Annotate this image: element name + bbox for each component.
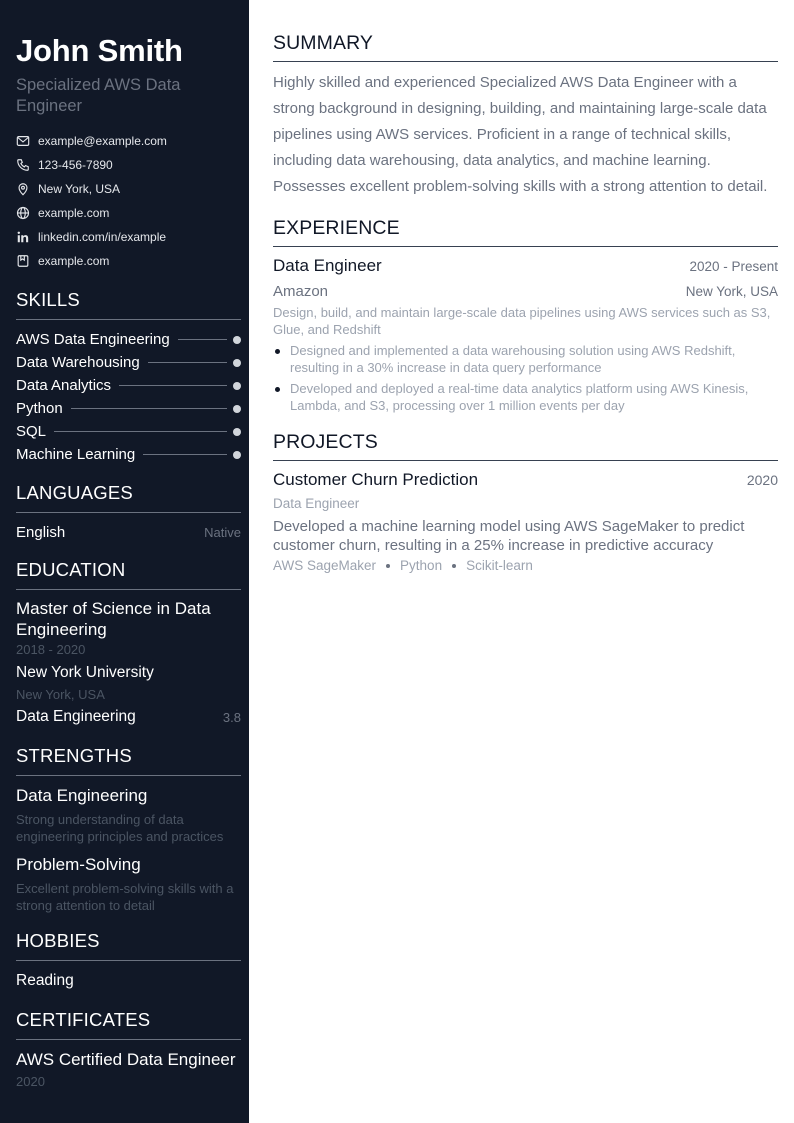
hobby-item: Reading [16, 972, 74, 989]
contact-email-text: example@example.com [38, 134, 167, 148]
strength-item [16, 784, 241, 845]
project-keyword: Python [400, 558, 443, 573]
keyword-separator-dot [452, 564, 456, 568]
certificate-name: AWS Certified Data Engineer [16, 1050, 236, 1069]
phone-icon [16, 158, 30, 172]
skill-name: Machine Learning [16, 446, 136, 463]
contact-phone-text: 123-456-7890 [38, 158, 113, 172]
skill-level-dot [233, 428, 241, 436]
strength-description: Strong understanding of data engineering principles and practices [16, 812, 224, 844]
contact-location [16, 177, 241, 201]
strength-title: Data Engineering [16, 786, 148, 805]
skill-level-dot [233, 451, 241, 459]
education-location: New York, USA [16, 687, 105, 702]
skill-name: Python [16, 400, 63, 417]
skill-item [16, 443, 241, 466]
project-description: Developed a machine learning model using AWS SageMaker to predict customer churn, resulting in a 25% increase in predictive accuracy [273, 518, 745, 554]
main-content [273, 30, 778, 573]
skill-item [16, 328, 241, 351]
project-year: 2020 [746, 472, 778, 488]
experience-title: EXPERIENCE [273, 215, 778, 247]
experience-dates: 2020 - Present [689, 259, 778, 274]
skill-level-dot [233, 336, 241, 344]
skill-leader-line [71, 408, 227, 409]
skill-level-dot [233, 359, 241, 367]
bookmark-icon [16, 254, 30, 268]
languages-title: LANGUAGES [16, 481, 241, 513]
project-keyword: Scikit-learn [466, 558, 533, 573]
skill-item [16, 351, 241, 374]
education-dates: 2018 - 2020 [16, 642, 86, 657]
skill-level-dot [233, 405, 241, 413]
certificate-year: 2020 [16, 1074, 45, 1089]
education-field: Data Engineering [16, 708, 136, 725]
strength-description: Excellent problem-solving skills with a strong attention to detail [16, 881, 234, 913]
experience-section [273, 215, 778, 414]
skill-name: SQL [16, 423, 47, 440]
experience-company: Amazon [273, 283, 329, 300]
mail-icon [16, 134, 30, 148]
skill-leader-line [54, 431, 227, 432]
skill-name: AWS Data Engineering [16, 331, 170, 348]
keyword-separator-dot [386, 564, 390, 568]
skill-name: Data Analytics [16, 377, 112, 394]
skill-name: Data Warehousing [16, 354, 140, 371]
education-title: EDUCATION [16, 558, 241, 590]
skills-section [16, 288, 241, 466]
skill-leader-line [148, 362, 227, 363]
skill-leader-line [143, 454, 227, 455]
project-keyword: AWS SageMaker [273, 558, 377, 573]
project-keywords [273, 558, 778, 573]
project-name: Customer Churn Prediction [273, 470, 479, 489]
certificates-section [16, 1008, 241, 1092]
candidate-name: John Smith [16, 33, 183, 68]
skills-title: SKILLS [16, 288, 241, 320]
experience-role: Data Engineer [273, 256, 382, 275]
contact-website-text: example.com [38, 206, 110, 220]
experience-bullet: Designed and implemented a data warehousing solution using AWS Redshift, resulting in a 30% increase in data query performance [273, 342, 778, 376]
contact-portfolio-text: example.com [38, 254, 110, 268]
education-section [16, 558, 241, 729]
skill-leader-line [178, 339, 227, 340]
experience-location: New York, USA [685, 284, 778, 299]
projects-title: PROJECTS [273, 429, 778, 461]
education-school: New York University [16, 664, 154, 681]
candidate-headline: Specialized AWS Data Engineer [16, 76, 181, 115]
language-item [16, 521, 241, 543]
contact-list [16, 129, 241, 273]
contact-linkedin[interactable] [16, 225, 241, 249]
location-icon [16, 182, 30, 196]
summary-text: Highly skilled and experienced Specialized AWS Data Engineer with a strong background in designing, building, and maintaining large-scale data pipelines using AWS services. Proficient in a range of technical skills, including data warehousing, data analytics, and machine learning. Possesses excellent problem-solving skills with a strong attention to detail. [273, 74, 768, 195]
experience-bullet: Developed and deployed a real-time data analytics platform using AWS Kinesis, Lambda, and S3, processing over 1 million events per day [273, 380, 778, 414]
contact-portfolio[interactable] [16, 249, 241, 273]
skill-item [16, 420, 241, 443]
linkedin-icon [16, 230, 30, 244]
sidebar [0, 0, 249, 1123]
hobbies-section [16, 929, 241, 993]
contact-location-text: New York, USA [38, 182, 121, 196]
education-degree: Master of Science in Data Engineering [16, 599, 211, 639]
contact-linkedin-text: linkedin.com/in/example [38, 230, 167, 244]
certificates-title: CERTIFICATES [16, 1008, 241, 1040]
contact-phone[interactable] [16, 153, 241, 177]
strength-item [16, 853, 241, 914]
project-header-row [273, 469, 778, 491]
hobbies-title: HOBBIES [16, 929, 241, 961]
language-name: English [16, 523, 66, 541]
strengths-title: STRENGTHS [16, 744, 241, 776]
strengths-section [16, 744, 241, 914]
education-score: 3.8 [222, 709, 241, 725]
skill-item [16, 397, 241, 420]
languages-section [16, 481, 241, 543]
experience-bullets [273, 342, 778, 414]
skill-item [16, 374, 241, 397]
skill-level-dot [233, 382, 241, 390]
summary-section [273, 30, 778, 200]
contact-email[interactable] [16, 129, 241, 153]
projects-section [273, 429, 778, 573]
experience-company-row [273, 281, 778, 303]
skill-leader-line [119, 385, 227, 386]
contact-website[interactable] [16, 201, 241, 225]
strength-title: Problem-Solving [16, 855, 141, 874]
summary-title: SUMMARY [273, 30, 778, 62]
language-level: Native [204, 524, 241, 540]
experience-description: Design, build, and maintain large-scale data pipelines using AWS services such as S3, Glue, and Redshift [273, 305, 771, 337]
project-role: Data Engineer [273, 496, 360, 511]
education-field-row [16, 705, 241, 729]
globe-icon [16, 206, 30, 220]
experience-header-row [273, 255, 778, 278]
